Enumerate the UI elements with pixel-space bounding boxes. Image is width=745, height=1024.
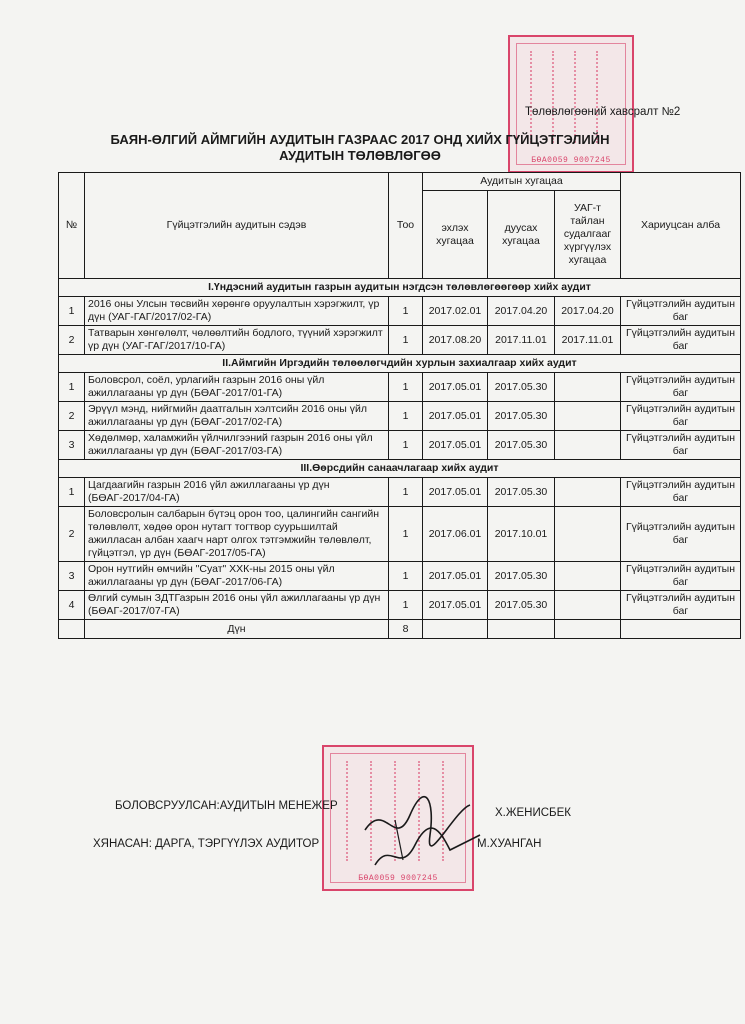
section-row	[59, 355, 741, 373]
responsible-unit: Гүйцэтгэлийн аудитын баг	[621, 431, 741, 460]
section-title: I.Үндэсний аудитын газрын аудитын нэгдсэн төлөвлөгөөгөөр хийх аудит	[59, 279, 741, 297]
start-date: 2017.05.01	[423, 402, 488, 431]
end-date: 2017.10.01	[488, 507, 555, 562]
start-date: 2017.06.01	[423, 507, 488, 562]
row-number: 1	[59, 297, 85, 326]
title-line-2: АУДИТЫН ТӨЛӨВЛӨГӨӨ	[279, 148, 441, 163]
audit-count: 1	[389, 402, 423, 431]
audit-count: 1	[389, 431, 423, 460]
audit-topic: Боловсролын салбарын бүтэц орон тоо, цалингийн сангийн төлөвлөлт, хөдөө орон нутагт тогтвор суурьшилтай ажилласан албан хаагч нарт олгох тэтгэмжийн төлөвлөлт, гүйцэтгэл, үр дүн (БӨАГ-2017/05-ГА)	[85, 507, 389, 562]
header-responsible: Хариуцсан алба	[621, 173, 741, 279]
report-date	[555, 402, 621, 431]
report-date	[555, 478, 621, 507]
start-date: 2017.05.01	[423, 562, 488, 591]
end-date: 2017.05.30	[488, 591, 555, 620]
responsible-unit: Гүйцэтгэлийн аудитын баг	[621, 591, 741, 620]
audit-topic: Цагдаагийн газрын 2016 үйл ажиллагааны үр дүн (БӨАГ-2017/04-ГА)	[85, 478, 389, 507]
section-title: II.Аймгийн Иргэдийн төлөөлөгчдийн хурлын захиалгаар хийх аудит	[59, 355, 741, 373]
reviewed-by-name: М.ХУАНГАН	[477, 838, 542, 850]
start-date: 2017.05.01	[423, 373, 488, 402]
section-row	[59, 460, 741, 478]
audit-plan-table	[58, 172, 741, 639]
audit-topic: Боловсрол, соёл, урлагийн газрын 2016 оны үйл ажиллагааны үр дүн (БӨАГ-2017/01-ГА)	[85, 373, 389, 402]
end-date: 2017.05.30	[488, 431, 555, 460]
table-row	[59, 297, 741, 326]
stamp-code-bottom: БӨА0059 9007245	[358, 874, 438, 883]
audit-topic: Хөдөлмөр, халамжийн үйлчилгээний газрын 2016 оны үйл ажиллагааны үр дүн (БӨАГ-2017/03-ГА)	[85, 431, 389, 460]
total-label: Дүн	[85, 620, 389, 639]
report-date	[555, 507, 621, 562]
total-empty-cell	[621, 620, 741, 639]
header-start: эхлэх хугацаа	[423, 191, 488, 279]
title-line-1: БАЯН-ӨЛГИЙ АЙМГИЙН АУДИТЫН ГАЗРААС 2017 ОНД ХИЙХ ГҮЙЦЭТГЭЛИЙН	[110, 132, 610, 147]
audit-topic: 2016 оны Улсын төсвийн хөрөнгө оруулалтын хэрэгжилт, үр дүн (УАГ-ГАГ/2017/02-ГА)	[85, 297, 389, 326]
table-row	[59, 478, 741, 507]
total-empty-cell	[555, 620, 621, 639]
audit-count: 1	[389, 297, 423, 326]
end-date: 2017.05.30	[488, 402, 555, 431]
row-number: 2	[59, 507, 85, 562]
responsible-unit: Гүйцэтгэлийн аудитын баг	[621, 326, 741, 355]
audit-count: 1	[389, 478, 423, 507]
report-date	[555, 373, 621, 402]
table-row	[59, 507, 741, 562]
header-period: Аудитын хугацаа	[423, 173, 621, 191]
responsible-unit: Гүйцэтгэлийн аудитын баг	[621, 562, 741, 591]
audit-topic: Эрүүл мэнд, нийгмийн даатгалын хэлтсийн 2016 оны үйл ажиллагааны үр дүн (БӨАГ-2017/02-ГА)	[85, 402, 389, 431]
reviewed-by-role: ХЯНАСАН: ДАРГА, ТЭРГҮҮЛЭХ АУДИТОР	[93, 838, 320, 850]
table-row	[59, 562, 741, 591]
total-value: 8	[389, 620, 423, 639]
audit-count: 1	[389, 591, 423, 620]
header-end: дуусах хугацаа	[488, 191, 555, 279]
row-number: 3	[59, 431, 85, 460]
end-date: 2017.05.30	[488, 562, 555, 591]
audit-topic: Өлгий сумын ЗДТГазрын 2016 оны үйл ажиллагааны үр дүн (БӨАГ-2017/07-ГА)	[85, 591, 389, 620]
total-empty-cell	[488, 620, 555, 639]
end-date: 2017.05.30	[488, 478, 555, 507]
start-date: 2017.08.20	[423, 326, 488, 355]
table-row	[59, 373, 741, 402]
report-date	[555, 562, 621, 591]
report-date: 2017.04.20	[555, 297, 621, 326]
end-date: 2017.05.30	[488, 373, 555, 402]
audit-plan-body	[59, 279, 741, 620]
report-date	[555, 591, 621, 620]
section-row	[59, 279, 741, 297]
section-title: III.Өөрсдийн санаачлагаар хийх аудит	[59, 460, 741, 478]
audit-count: 1	[389, 507, 423, 562]
table-row	[59, 431, 741, 460]
start-date: 2017.05.01	[423, 478, 488, 507]
row-number: 1	[59, 478, 85, 507]
audit-topic: Орон нутгийн өмчийн "Суат" ХХК-ны 2015 оны үйл ажиллагааны үр дүн (БӨАГ-2017/06-ГА)	[85, 562, 389, 591]
header-topic: Гүйцэтгэлийн аудитын сэдэв	[85, 173, 389, 279]
responsible-unit: Гүйцэтгэлийн аудитын баг	[621, 507, 741, 562]
row-number: 1	[59, 373, 85, 402]
report-date: 2017.11.01	[555, 326, 621, 355]
audit-count: 1	[389, 326, 423, 355]
document-title	[100, 132, 620, 164]
audit-count: 1	[389, 562, 423, 591]
table-row	[59, 402, 741, 431]
end-date: 2017.11.01	[488, 326, 555, 355]
appendix-label: Төлөвлөгөөний хавсралт №2	[525, 106, 681, 118]
stamp-code-top: БӨА0059 9007245	[531, 156, 611, 165]
audit-count: 1	[389, 373, 423, 402]
report-date	[555, 431, 621, 460]
responsible-unit: Гүйцэтгэлийн аудитын баг	[621, 297, 741, 326]
handwritten-signature	[355, 790, 495, 880]
row-number: 2	[59, 326, 85, 355]
row-number: 4	[59, 591, 85, 620]
row-number: 2	[59, 402, 85, 431]
total-blank	[59, 620, 85, 639]
start-date: 2017.02.01	[423, 297, 488, 326]
header-no: №	[59, 173, 85, 279]
prepared-by-name: Х.ЖЕНИСБЕК	[495, 807, 571, 819]
row-number: 3	[59, 562, 85, 591]
responsible-unit: Гүйцэтгэлийн аудитын баг	[621, 478, 741, 507]
end-date: 2017.04.20	[488, 297, 555, 326]
table-row	[59, 326, 741, 355]
audit-topic: Татварын хөнгөлөлт, чөлөөлтийн бодлого, түүний хэрэгжилт үр дүн (УАГ-ГАГ/2017/10-ГА)	[85, 326, 389, 355]
responsible-unit: Гүйцэтгэлийн аудитын баг	[621, 402, 741, 431]
total-empty-cell	[423, 620, 488, 639]
table-row	[59, 591, 741, 620]
header-report: УАГ-т тайлан судалгааг хүргүүлэх хугацаа	[555, 191, 621, 279]
start-date: 2017.05.01	[423, 431, 488, 460]
start-date: 2017.05.01	[423, 591, 488, 620]
header-count: Тоо	[389, 173, 423, 279]
responsible-unit: Гүйцэтгэлийн аудитын баг	[621, 373, 741, 402]
prepared-by-role: БОЛОВСРУУЛСАН:АУДИТЫН МЕНЕЖЕР	[115, 800, 338, 812]
